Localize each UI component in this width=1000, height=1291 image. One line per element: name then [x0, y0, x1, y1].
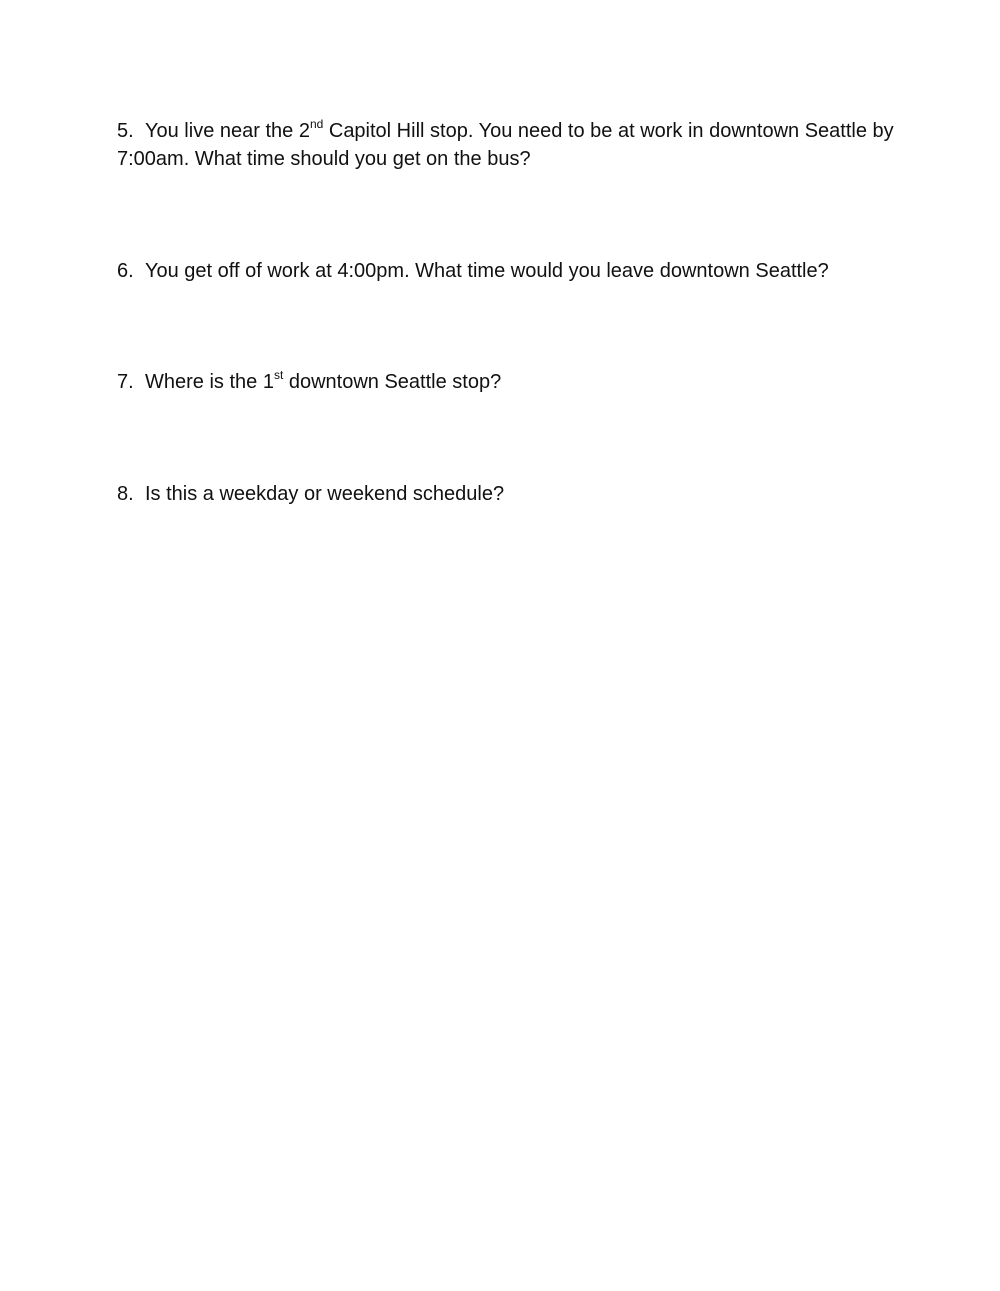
question-number: 5. — [117, 120, 134, 142]
question-text: You get off of work at 4:00pm. What time would you leave downtown Seattle? — [145, 260, 829, 282]
question-number: 6. — [117, 260, 134, 282]
question-text-continued: Capitol Hill stop. You need to be at work in downtown Seattle by 7:00am. What time should you get on the bus? — [117, 120, 894, 170]
question-text: You live near the 2 — [145, 120, 310, 142]
question-text: Is this a weekday or weekend schedule? — [145, 483, 505, 505]
question-7 — [117, 368, 897, 396]
question-text: Where is the 1 — [145, 371, 274, 393]
ordinal-suffix: st — [273, 368, 284, 383]
question-text-continued: downtown Seattle stop? — [283, 371, 502, 393]
ordinal-suffix: nd — [309, 117, 324, 132]
question-number: 7. — [117, 371, 134, 393]
question-6 — [117, 257, 897, 285]
question-5 — [117, 117, 897, 173]
question-8 — [117, 480, 897, 508]
question-number: 8. — [117, 483, 134, 505]
